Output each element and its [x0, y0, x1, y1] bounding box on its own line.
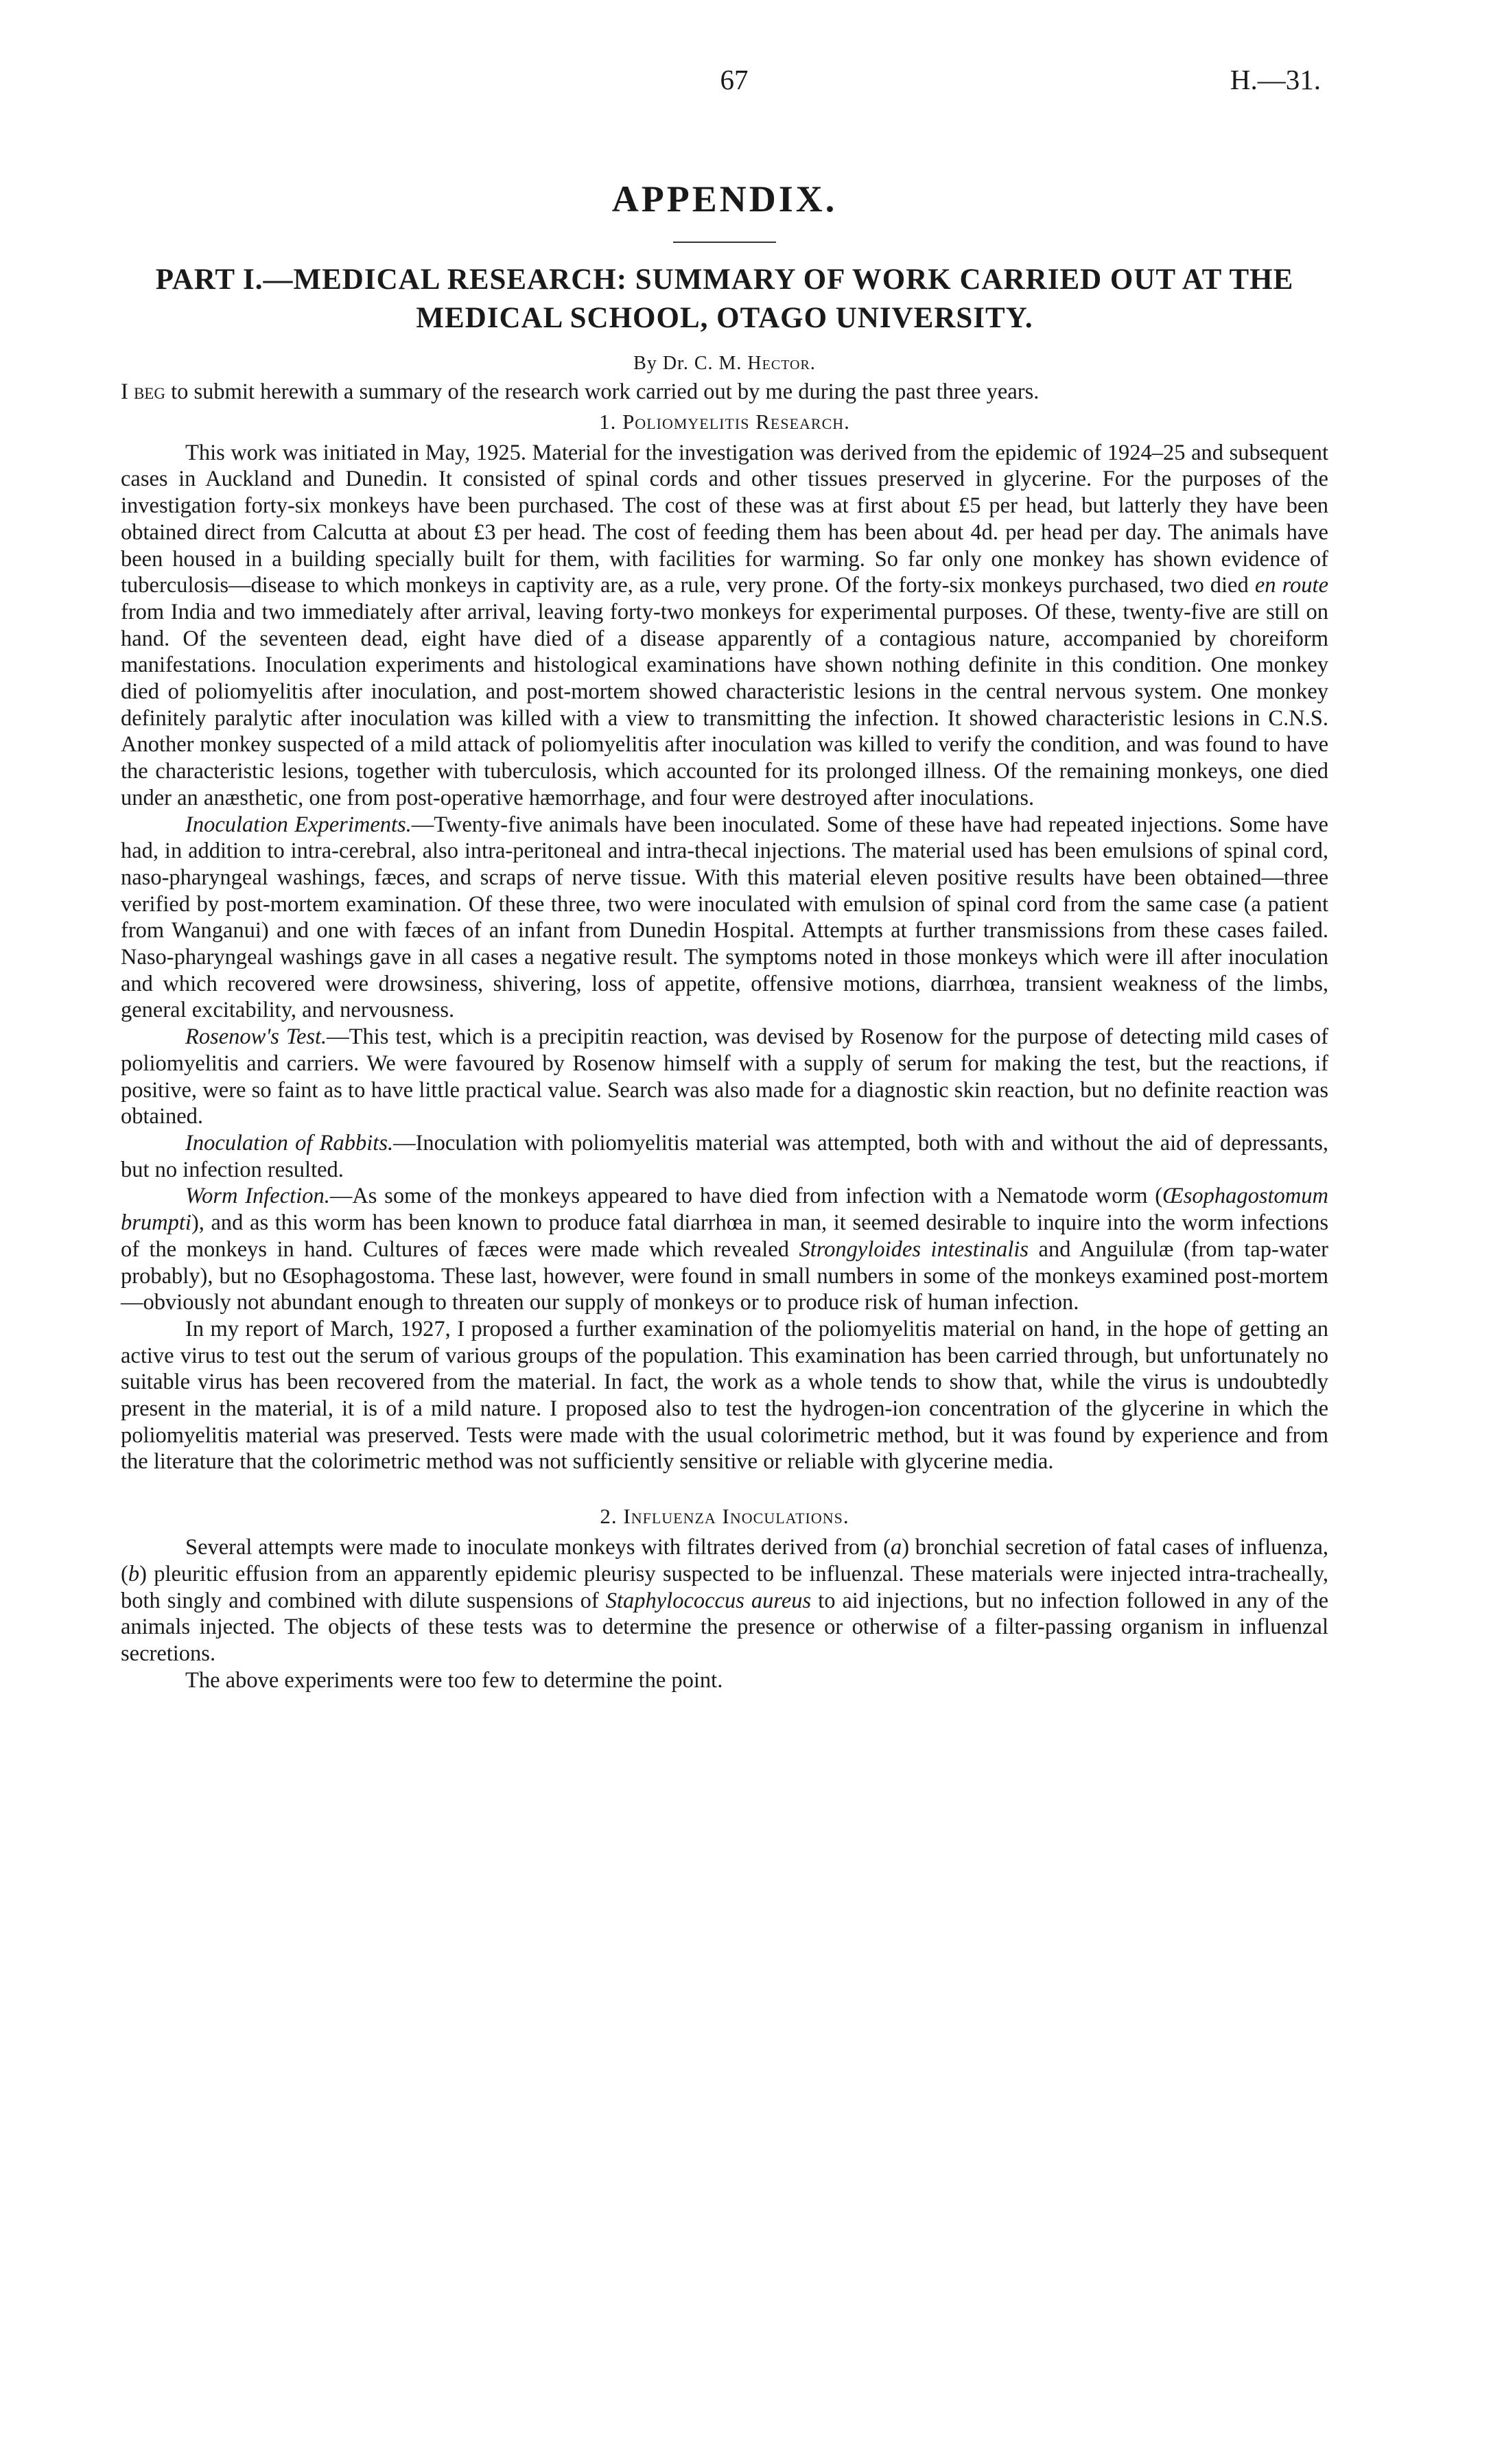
species-name: Strongyloides intestinalis [799, 1236, 1029, 1262]
poliomyelitis-paragraph [121, 440, 1328, 812]
report-paragraph: In my report of March, 1927, I proposed a further examination of the poliomyelitis material on hand, in the hope of getting an active virus to test out the serum of various groups of the population. This examination has been carried through, but unfortunately no suitable virus has been recovered from the material. In fact, the work as a whole tends to show that, while the virus is undoubtedly present in the material, it is of a mild nature. I proposed also to test the hydrogen-ion concentration of the glycerine in which the poliomyelitis material was preserved. Tests were made with the usual colorimetric method, but it was found by experience and from the literature that the colorimetric method was not sufficiently sensitive or reliable with glycerine media. [121, 1316, 1328, 1475]
subheading-inoculation-experiments: Inoculation Experiments. [185, 812, 412, 837]
paragraph-text: ) bronchial secretion of fatal cases of influenza, ( [121, 1535, 1329, 1586]
byline-prefix: By Dr. [633, 353, 689, 374]
page-body [121, 172, 1328, 1693]
paragraph-text: and Anguilulæ (from tap-water probably), but no Œsophagostoma. These last, however, were found in small numbers in some of the monkeys examined post-mortem—obviously not abundant enough to threaten our supply of monkeys or to produce risk of human infection. [121, 1236, 1328, 1315]
inoculation-experiments-paragraph [121, 812, 1328, 1024]
intro-paragraph [121, 379, 1328, 406]
worm-infection-paragraph [121, 1183, 1328, 1316]
appendix-heading: APPENDIX. [611, 178, 838, 220]
influenza-paragraph [121, 1534, 1328, 1667]
list-label: a [890, 1535, 902, 1560]
paragraph-text: from India and two immediately after arrival, leaving forty-two monkeys for experimental purposes. Of these, twenty-five are still on hand. Of the seventeen dead, eight have died of a disease apparently of a contagious nature, accompanied by choreiform manifestations. Inoculation experiments and histological examinations have shown nothing definite in this condition. One monkey died of poliomyelitis after inoculation, and post-mortem showed characteristic lesions in the central nervous system. One monkey definitely paralytic after inoculation was killed with a view to transmitting the infection. It showed characteristic lesions in C.N.S. Another monkey suspected of a mild attack of poliomyelitis after inoculation was killed to verify the condition, and was found to have the characteristic lesions, together with tuberculosis, which accounted for its prolonged illness. Of the remaining monkeys, one died under an anæsthetic, one from post-operative hæmorrhage, and four were destroyed after inoculations. [121, 599, 1328, 810]
subheading-worm-infection: Worm Infection. [185, 1184, 330, 1209]
paragraph-text: to aid injections, but no infection followed in any of the animals injected. The objects of these tests was to determine the presence or otherwise of a filter-passing organism in influenzal secretions. [121, 1588, 1329, 1666]
paragraph-text: Several attempts were made to inoculate monkeys with filtrates derived from ( [185, 1535, 891, 1560]
title-divider [673, 242, 776, 243]
document-reference: H.—31. [1230, 64, 1321, 95]
conclusion-paragraph: The above experiments were too few to determine the point. [185, 1667, 723, 1693]
part-title: PART I.—MEDICAL RESEARCH: SUMMARY OF WORK CARRIED OUT AT THE MEDICAL SCHOOL, OTAGO UNIVERSITY. [155, 263, 1294, 334]
byline-author: C. M. Hector. [694, 353, 816, 374]
paragraph-text: ), and as this worm has been known to produce fatal diarrhœa in man, it seemed desirable to inquire into the worm infections of the monkeys in hand. Cultures of fæces were made which revealed [121, 1210, 1328, 1262]
rosenow-test-paragraph [121, 1024, 1328, 1130]
subheading-inoculation-rabbits: Inoculation of Rabbits. [185, 1130, 394, 1155]
page-number: 67 [720, 64, 749, 95]
species-name: Staphylococcus aureus [605, 1588, 812, 1613]
paragraph-text: —This test, which is a precipitin reaction, was devised by Rosenow for the purpose of detecting mild cases of poliomyelitis and carriers. We were favoured by Rosenow himself with a supply of serum for making the test, but the reactions, if positive, were so faint as to have little practical value. Search was also made for a diagnostic skin reaction, but no definite reaction was obtained. [121, 1024, 1328, 1129]
section-heading-influenza: 2. Influenza Inoculations. [600, 1504, 849, 1529]
section-heading-poliomyelitis: 1. Poliomyelitis Research. [599, 409, 850, 434]
paragraph-text: —As some of the monkeys appeared to have died from infection with a Nematode worm ( [329, 1184, 1163, 1209]
intro-text: to submit herewith a summary of the research work carried out by me during the past three years. [165, 379, 1040, 404]
paragraph-text: —Inoculation with poliomyelitis material was attempted, both with and without the aid of depressants, but no infection resulted. [121, 1130, 1328, 1182]
inoculation-rabbits-paragraph [121, 1130, 1328, 1183]
byline [121, 353, 1328, 375]
intro-lead: I beg [121, 379, 165, 404]
subheading-rosenow-test: Rosenow's Test. [185, 1024, 327, 1050]
paragraph-text: This work was initiated in May, 1925. Material for the investigation was derived from the epidemic of 1924–25 and subsequent cases in Auckland and Dunedin. It consisted of spinal cords and other tissues preserved in glycerine. For the purposes of the investigation forty-six monkeys have been purchased. The cost of these was at first about £5 per head, but latterly they have been obtained direct from Calcutta at about £3 per head. The cost of feeding them has been about 4d. per head per day. The animals have been housed in a building specially built for them, with facilities for warming. So far only one monkey has shown evidence of tuberculosis—disease to which monkeys in captivity are, as a rule, very prone. Of the forty-six monkeys purchased, two died [121, 440, 1328, 598]
paragraph-text: ) pleuritic effusion from an apparently epidemic pleurisy suspected to be influenzal. These materials were injected intra-tracheally, both singly and combined with dilute suspensions of [121, 1561, 1328, 1613]
italic-phrase: en route [1254, 573, 1328, 598]
species-name: Œsophagostomum brumpti [121, 1184, 1328, 1236]
paragraph-text: —Twenty-five animals have been inoculated. Some of these have had repeated injections. Some have had, in addition to intra-cerebral, also intra-peritoneal and intra-thecal injections. The material used has been emulsions of spinal cord, naso-pharyngeal washings, fæces, and scraps of nerve tissue. With this material eleven positive results have been obtained—three verified by post-mortem examination. Of these three, two were inoculated with emulsion of spinal cord from the same case (a patient from Wanganui) and one with fæces of an infant from Dunedin Hospital. Attempts at further transmissions from these cases failed. Naso-pharyngeal washings gave in all cases a negative result. The symptoms noted in those monkeys which were ill after inoculation and which recovered were drowsiness, shivering, loss of appetite, offensive motions, diarrhœa, transient weakness of the limbs, general excitability, and nervousness. [121, 812, 1328, 1023]
list-label: b [128, 1561, 140, 1586]
